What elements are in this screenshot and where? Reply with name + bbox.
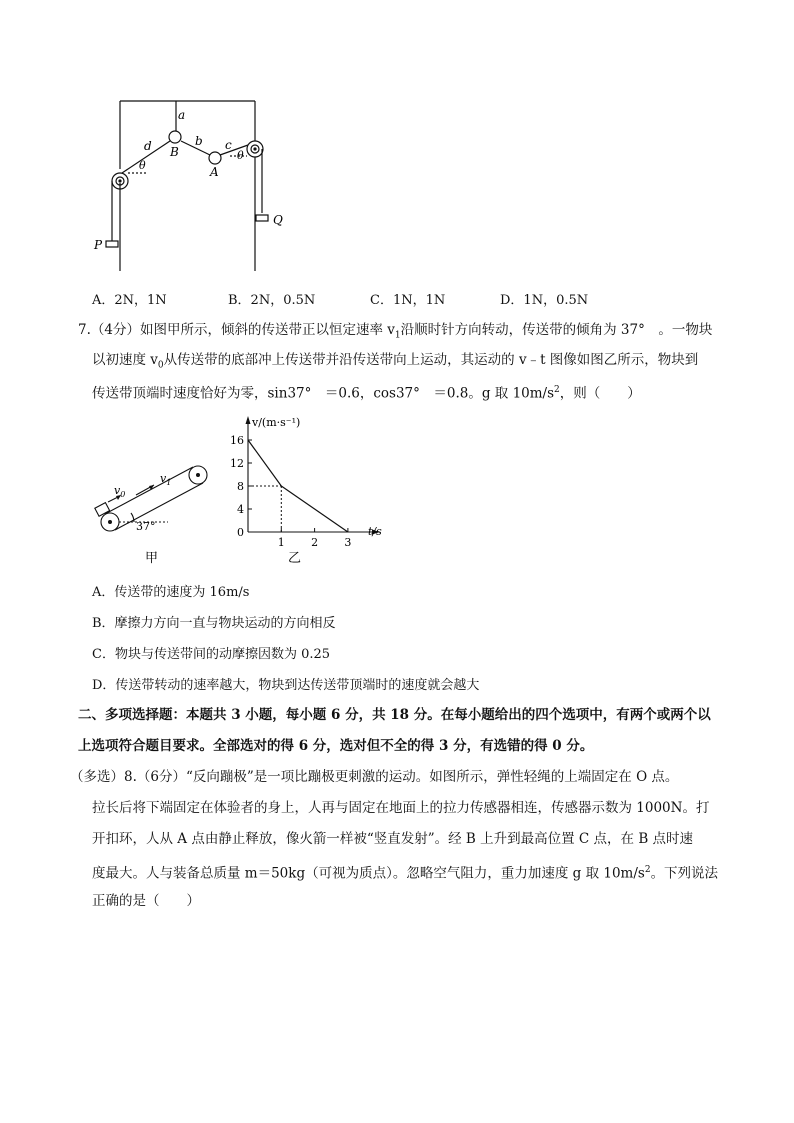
q7-stem-line3: 传送带顶端时速度恰好为零，sin37° ＝0.6，cos37° ＝0.8。g 取 $10m/s^2$，则（ ）	[92, 385, 641, 402]
q6-option-c[interactable]: C．1N，1N	[370, 293, 446, 308]
caption-jia: 甲	[145, 551, 159, 566]
label-theta-right: θ	[237, 149, 244, 162]
label-B: B	[170, 145, 179, 159]
q6-option-a[interactable]: A．2N，1N	[92, 293, 167, 308]
label-c: c	[225, 138, 232, 152]
q7-option-a[interactable]: A．传送带的速度为 16m/s	[92, 585, 250, 600]
section2-heading-line2: 上选项符合题目要求。全部选对的得 6 分，选对但不全的得 3 分，有选错的得 0 分。	[78, 738, 594, 754]
q7-stem-line1: 7.（4分）如图甲所示，倾斜的传送带正以恒定速率 $v_1$沿顺时针方向转动，传送带的倾角为 37° 。一物块	[78, 322, 713, 341]
chart-ylabel: v/(m·s⁻¹)	[252, 416, 301, 429]
block-icon	[95, 503, 110, 517]
label-theta-left: θ	[139, 159, 146, 172]
section2-heading-line1: 二、多项选择题：本题共 3 小题，每小题 6 分，共 18 分。在每小题给出的四个选项中，有两个或两个以	[78, 707, 711, 723]
angle-label: 37°	[136, 520, 156, 533]
series-segment	[281, 486, 348, 532]
q6-option-b[interactable]: B．2N，0.5N	[228, 293, 316, 308]
q7-option-d[interactable]: D．传送带转动的速率越大，物块到达传送带顶端时的速度就会越大	[92, 678, 480, 693]
y-tick-label: 4	[237, 503, 244, 516]
q8-stem-line1: （多选）8.（6分）“反向蹦极”是一项比蹦极更刺激的运动。如图所示，弹性轻绳的上端固定在 O 点。	[70, 769, 679, 785]
chart-xlabel: t/s	[368, 525, 382, 538]
label-P: P	[94, 238, 103, 252]
label-a: a	[178, 108, 186, 122]
q8-stem-line5: 正确的是（ ）	[92, 893, 200, 909]
q7-option-b[interactable]: B．摩擦力方向一直与物块运动的方向相反	[92, 616, 336, 631]
x-tick-label: 1	[277, 536, 285, 549]
y-tick-label: 0	[237, 526, 244, 539]
q8-stem-line3: 开扣环，人从 A 点由静止释放，像火箭一样被“竖直发射”。经 B 上升到最高位置 C 点，在 B 点时速	[92, 831, 694, 847]
q8-stem-line4: 度最大。人与装备总质量 m＝50kg（可视为质点）。忽略空气阻力，重力加速度 g 取 $10m/s^2$。下列说法	[92, 865, 719, 882]
q6-option-d[interactable]: D．1N，0.5N	[500, 293, 589, 308]
label-Q: Q	[273, 213, 283, 227]
q7-option-c[interactable]: C．物块与传送带间的动摩擦因数为 0.25	[92, 647, 331, 662]
conveyor-belt-figure	[90, 462, 230, 568]
v0-label: $v_0$	[114, 484, 126, 499]
v1-label: $v_1$	[160, 472, 172, 487]
vt-chart	[228, 410, 398, 570]
q8-stem-line2: 拉长后将下端固定在体验者的身上，人再与固定在地面上的拉力传感器相连，传感器示数为 1000N。打	[92, 800, 710, 816]
y-tick-label: 12	[230, 457, 244, 470]
question6-figure	[90, 95, 310, 277]
y-tick-label: 16	[230, 434, 244, 447]
chart-caption: 乙	[288, 551, 302, 566]
q7-stem-line2: 以初速度 $v_0$从传送带的底部冲上传送带并沿传送带向上运动，其运动的 v﹣t 图像如图乙所示，物块到	[92, 352, 699, 371]
label-b: b	[195, 134, 203, 148]
x-tick-label: 3	[344, 536, 352, 549]
label-A: A	[210, 165, 219, 179]
y-tick-label: 8	[237, 480, 244, 493]
x-tick-label: 2	[311, 536, 319, 549]
series-segment	[248, 440, 281, 486]
label-d: d	[144, 139, 152, 153]
